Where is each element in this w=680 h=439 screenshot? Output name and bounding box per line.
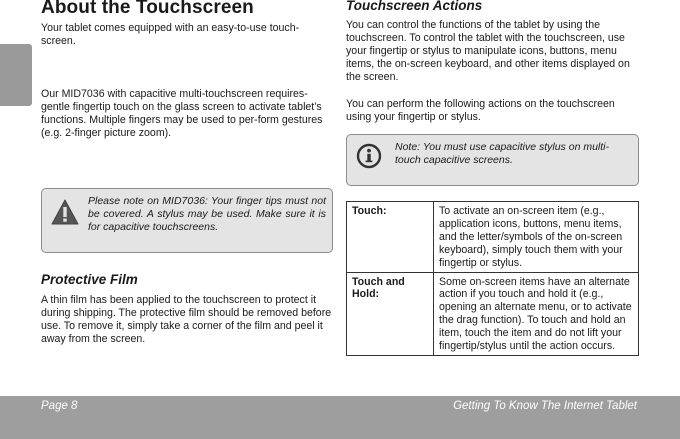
action-description: Some on-screen items have an alternate action if you touch and hold it (e.g., opening an alternate menu, or to activate the drag function). To touch and hold an item, touch the item and do not lift your fingertip/stylus until the action occurs. (434, 272, 639, 355)
page-footer (0, 396, 680, 439)
warning-note-text: Please note on MID7036: Your finger tips must not be covered. A stylus may be used. Make sure it is for capacitive touchscreens. (88, 195, 326, 233)
section-title: Getting To Know The Internet Tablet (453, 400, 637, 412)
table-row (347, 202, 639, 273)
capacitive-paragraph: Our MID7036 with capacitive multi-touchscreen requires-gentle fingertip touch on the glass screen to activate tablet’s functions. Multiple fingers may be used to per-form gestures (e.g. 2-finger picture zoom). (41, 88, 323, 139)
actions-paragraph-2: You can perform the following actions on the touchscreen using your fingertip or stylus. (346, 98, 615, 123)
protective-film-heading: Protective Film (41, 272, 138, 287)
chapter-side-tab (0, 44, 32, 106)
info-circle-icon (356, 143, 382, 169)
warning-note-box (41, 188, 333, 253)
page-number: Page 8 (41, 400, 78, 412)
warning-triangle-icon (51, 199, 79, 225)
table-row (347, 272, 639, 355)
touch-actions-table (346, 201, 639, 356)
info-note-text: Note: You must use capacitive stylus on multi-touch capacitive screens. (395, 141, 609, 166)
intro-paragraph: Your tablet comes equipped with an easy-to-use touch-screen. (41, 22, 300, 47)
action-name: Touch: (347, 202, 434, 273)
page-title: About the Touchscreen (41, 0, 254, 18)
info-note-box (346, 134, 639, 186)
action-description: To activate an on-screen item (e.g., application icons, buttons, menu items, and the letter/symbols of the on-screen keyboard), simply touch them with your fingertip or stylus. (434, 202, 639, 273)
touchscreen-actions-heading: Touchscreen Actions (346, 0, 483, 13)
protective-film-paragraph: A thin film has been applied to the touchscreen to protect it during shipping. The protective film should be removed before use. To remove it, simply take a corner of the film and peel it away from the screen. (41, 294, 332, 345)
actions-paragraph-1: You can control the functions of the tablet by using the touchscreen. To control the tablet with the touchscreen, use your fingertip or stylus to manipulate icons, buttons, menu items, the on-screen keyboard, and other items displayed on the screen. (346, 19, 630, 83)
action-name: Touch and Hold: (347, 272, 434, 355)
